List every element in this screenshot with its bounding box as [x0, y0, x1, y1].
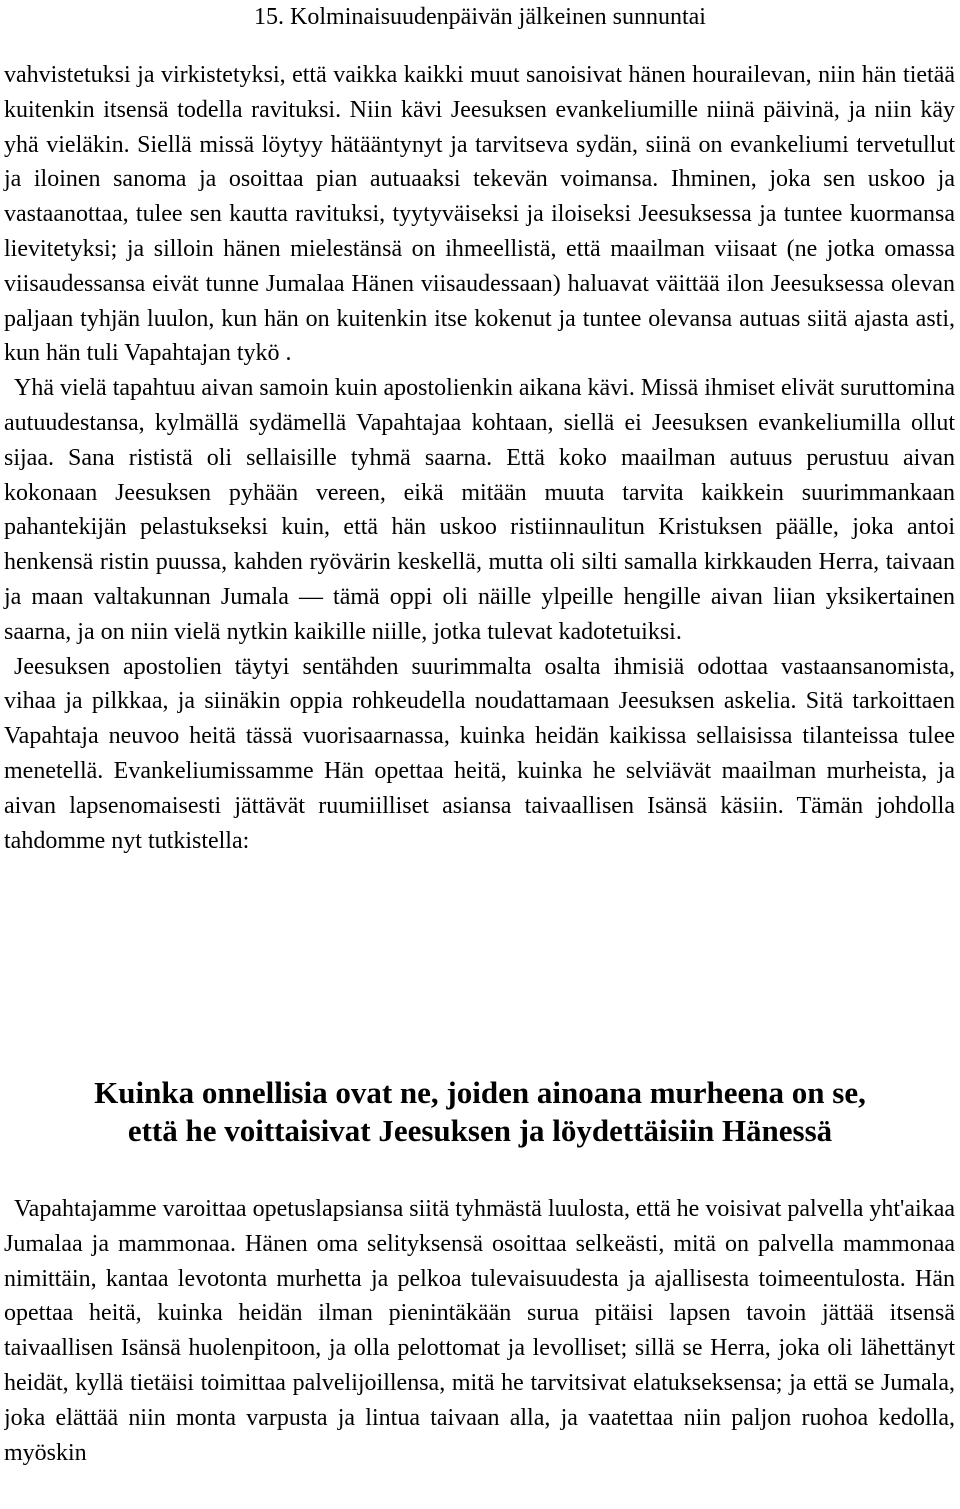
paragraph: Vapahtajamme varoittaa opetuslapsiansa siitä tyhmästä luulosta, että he voisivat palvella yht'aikaa Jumalaa ja mammonaa. Hänen oma selityksensä osoittaa selkeästi, mitä on palvella mammonaa nimittäin, kantaa levotonta murhetta ja pelkoa tulevaisuudesta ja ajallisesta toimeentulosta. Hän opettaa heitä, kuinka heidän ilman pienintäkään surua pitäisi lapsen tavoin jättää itsensä taivaallisen Isänsä huolenpitoon, ja olla pelottomat ja levolliset; sillä se Herra, joka oli lähettänyt heidät, kyllä tietäisi toimittaa palvelijoillensa, mitä he tarvitsivat elatukseksensa; ja että se Jumala, joka elättää niin monta varpusta ja lintua taivaan alla, ja vaatettaa niin paljon ruohoa kedolla, myöskin — [4, 1196, 955, 1466]
section-heading-line: että he voittaisivat Jeesuksen ja löydettäisiin Hänessä — [127, 1113, 833, 1148]
page-header — [0, 0, 960, 36]
body-text-after-heading — [4, 1192, 955, 1509]
section-heading-line: Kuinka onnellisia ovat ne, joiden ainoana murheena on se, — [94, 1075, 866, 1110]
body-text-before-heading — [4, 58, 955, 858]
paragraph: Jeesuksen apostolien täytyi sentähden suurimmalta osalta ihmisiä odottaa vastaansanomista, vihaa ja pilkkaa, ja siinäkin oppia rohkeudella noudattamaan Jeesuksen askelia. Sitä tarkoittaen Vapahtaja neuvoo heitä tässä vuorisaarnassa, kuinka heidän kaikissa sellaisissa tilanteissa tulee menetellä. Evankeliumissamme Hän opettaa heitä, kuinka he selviävät maailman murheista, ja aivan lapsenomaisesti jättävät ruumiilliset asiansa taivaallisen Isänsä käsiin. Tämän johdolla tahdomme nyt tutkistella: — [4, 653, 955, 854]
paragraph: vahvistetuksi ja virkistetyksi, että vaikka kaikki muut sanoisivat hänen hourailevan, niin hän tietää kuitenkin itsensä todella ravituksi. Niin kävi Jeesuksen evankeliumille niinä päivinä, ja niin käy yhä vieläkin. Siellä missä löytyy hätääntynyt ja tarvitseva sydän, siinä on evankeliumi tervetullut ja iloinen sanoma ja osoittaa pian autuaaksi tekevän voimansa. Ihminen, joka sen uskoo ja vastaanottaa, tulee sen kautta ravituksi, tyytyväiseksi ja iloiseksi Jeesuksessa ja tuntee kuormansa lievitetyksi; ja silloin hänen mielestänsä on ihmeellistä, että maailman viisaat (ne jotka omassa viisaudessansa eivät tunne Jumalaa Hänen viisaudessaan) haluavat väittää ilon Jeesuksessa olevan paljaan tyhjän luulon, kun hän on kuitenkin itse kokenut ja tuntee olevansa autuas siitä ajasta asti, kun hän tuli Vapahtajan tykö . — [4, 62, 955, 367]
paragraph: Yhä vielä tapahtuu aivan samoin kuin apostolienkin aikana kävi. Missä ihmiset elivät suruttomina autuudestansa, kylmällä sydämellä Vapahtajaa kohtaan, siellä ei Jeesuksen evankeliumilla ollut sijaa. Sana rististä oli sellaisille tyhmä saarna. Että koko maailman autuus perustuu aivan kokonaan Jeesuksen pyhään vereen, eikä mitään muuta tarvita kaikkein suurimmankaan pahantekijän pelastukseksi kuin, että hän uskoo ristiinnaulitun Kristuksen päälle, joka antoi henkensä ristin puussa, kahden ryövärin keskellä, mutta oli silti samalla kirkkauden Herra, taivaan ja maan valtakunnan Jumala — tämä oppi oli näille ylpeille hengille aivan liian yksikertainen saarna, ja on niin vielä nytkin kaikille niille, jotka tulevat kadotetuiksi. — [4, 375, 955, 645]
section-heading — [0, 1074, 960, 1150]
page-title: 15. Kolminaisuudenpäivän jälkeinen sunnuntai — [254, 4, 706, 30]
